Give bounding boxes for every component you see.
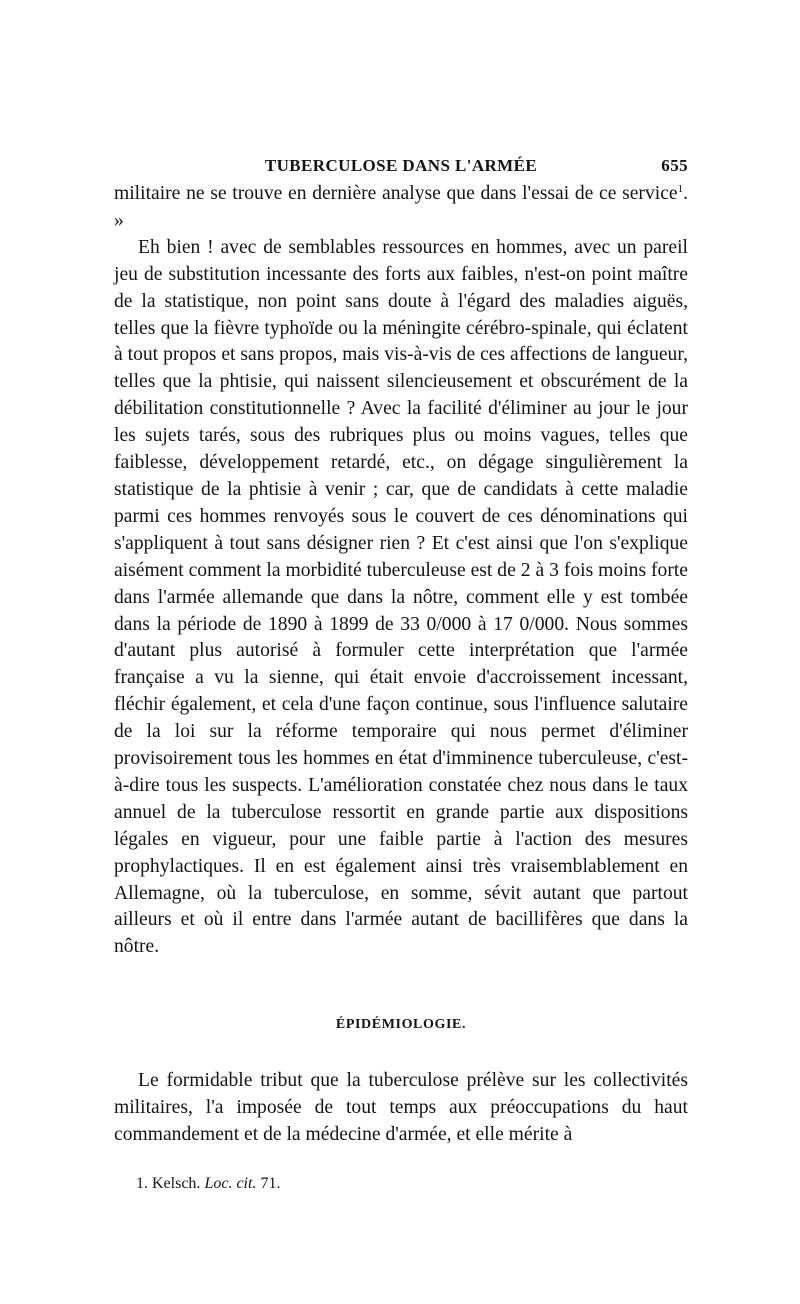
footnote-author: Kelsch. xyxy=(152,1175,201,1192)
footnote-page: 71. xyxy=(260,1175,281,1192)
footnote-reference: 1 xyxy=(677,183,684,195)
running-title: TUBERCULOSE DANS L'ARMÉE xyxy=(264,156,538,175)
paragraph-continuation xyxy=(114,181,688,235)
page-number: 655 xyxy=(661,156,688,175)
section-body xyxy=(114,1068,688,1149)
book-page xyxy=(114,150,688,1194)
running-head xyxy=(114,150,688,176)
footnote-number: 1. xyxy=(136,1175,148,1192)
footnote-citation: Loc. cit. xyxy=(204,1175,257,1192)
body-text xyxy=(114,181,688,961)
section-heading: ÉPIDÉMIOLOGIE. xyxy=(335,1017,467,1033)
footnote xyxy=(114,1174,688,1194)
paragraph-continuation-text: militaire ne se trouve en dernière analyse que dans l'essai de ce service xyxy=(114,183,678,204)
quote-close: . » xyxy=(114,183,688,231)
paragraph-main: Eh bien ! avec de semblables ressources en hommes, avec un pareil jeu de substitution incessante des forts aux faibles, n'est-on point maître de la statistique, non point sans doute à l'égard des maladies aiguës, telles que la fièvre typhoïde ou la méningite cérébro-spinale, qui éclatent à tout propos et sans propos, mais vis-à-vis de ces affections de langueur, telles que la phtisie, qui naissent silencieusement et obscurément de la débilitation constitutionnelle ? Avec la facilité d'éliminer au jour le jour les sujets tarés, sous des rubriques plus ou moins vagues, telles que faiblesse, développement retardé, etc., on dégage singulièrement la statistique de la phtisie à venir ; car, que de candidats à cette maladie parmi ces hommes renvoyés sous le couvert de ces dénominations qui s'appliquent à tout sans désigner rien ? Et c'est ainsi que l'on s'explique aisément comment la morbidité tuberculeuse est de 2 à 3 fois moins forte dans l'armée allemande que dans la nôtre, comment elle y est tombée dans la période de 1890 à 1899 de 33 0/000 à 17 0/000. Nous sommes d'autant plus autorisé à formuler cette interprétation que l'armée française a vu la sienne, qui était envoie d'accroissement incessant, fléchir également, et cela d'une façon continue, sous l'influence salutaire de la loi sur la réforme temporaire qui nous permet d'éliminer provisoirement tous les hommes en état d'imminence tuberculeuse, c'est-à-dire tous les suspects. L'amélioration constatée chez nous dans le taux annuel de la tuberculose ressortit en grande partie aux dispositions légales en vigueur, pour une faible partie à l'action des mesures prophylactiques. Il en est également ainsi très vraisemblablement en Allemagne, où la tuberculose, en somme, sévit autant que partout ailleurs et où il entre dans l'armée autant de bacillifères que dans la nôtre. xyxy=(114,236,688,958)
section-paragraph: Le formidable tribut que la tuberculose prélève sur les collectivités militaires, l'a imposée de tout temps aux préoccupations du haut commandement et de la médecine d'armée, et elle mérite à xyxy=(114,1070,688,1146)
